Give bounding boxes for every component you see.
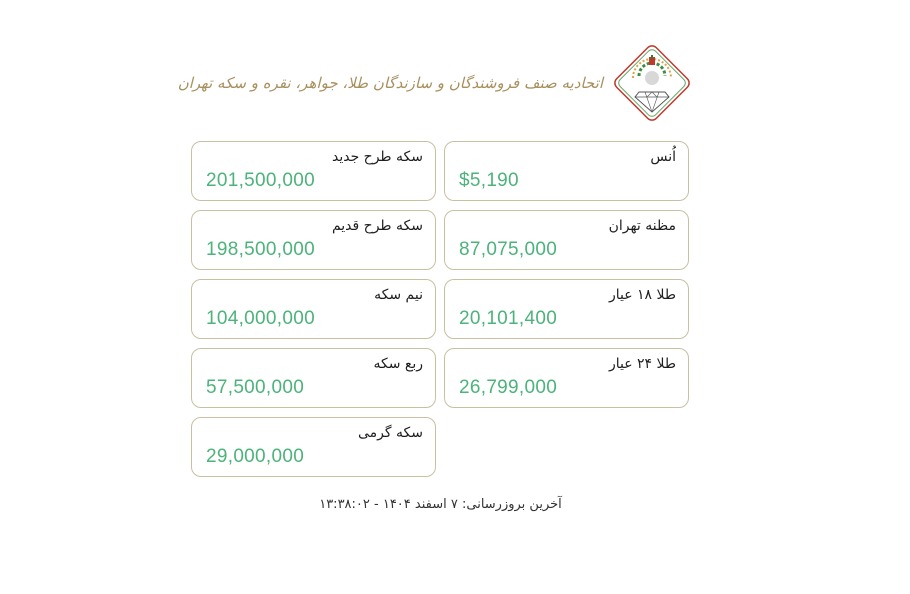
price-label: سکه طرح قدیم bbox=[331, 218, 423, 234]
price-label: مظنه تهران bbox=[608, 218, 676, 234]
price-value: 26,799,000 bbox=[459, 377, 558, 398]
price-label: اُنس bbox=[650, 149, 676, 165]
price-grid bbox=[192, 141, 689, 477]
price-card-gram-coin[interactable] bbox=[191, 417, 436, 477]
price-label: طلا ۲۴ عیار bbox=[608, 356, 676, 372]
price-card-gold-24k[interactable] bbox=[444, 348, 689, 408]
price-card-new-coin[interactable] bbox=[191, 141, 436, 201]
price-value: 198,500,000 bbox=[206, 239, 315, 260]
empty-cell bbox=[444, 417, 689, 477]
last-update-text: آخرین بروزرسانی: ۷ اسفند ۱۴۰۴ - ۱۳:۳۸:۰۲ bbox=[319, 497, 562, 512]
price-value: 20,101,400 bbox=[459, 308, 558, 329]
price-label: سکه طرح جدید bbox=[331, 149, 423, 165]
price-value: 29,000,000 bbox=[206, 446, 305, 467]
price-card-half-coin[interactable] bbox=[191, 279, 436, 339]
price-value: 104,000,000 bbox=[206, 308, 315, 329]
union-title: اتحادیه صنف فروشندگان و سازندگان طلا، جواهر، نقره و سکه تهران bbox=[177, 74, 603, 92]
price-value: 57,500,000 bbox=[206, 377, 305, 398]
price-card-ounce[interactable] bbox=[444, 141, 689, 201]
price-label: طلا ۱۸ عیار bbox=[608, 287, 676, 303]
diamond-emblem-icon bbox=[609, 40, 695, 126]
price-value: 87,075,000 bbox=[459, 239, 558, 260]
price-card-gold-18k[interactable] bbox=[444, 279, 689, 339]
price-value: $5,190 bbox=[459, 170, 519, 191]
header bbox=[177, 40, 695, 126]
price-value: 201,500,000 bbox=[206, 170, 315, 191]
price-card-old-coin[interactable] bbox=[191, 210, 436, 270]
price-card-tehran-mazaneh[interactable] bbox=[444, 210, 689, 270]
price-label: نیم سکه bbox=[374, 287, 423, 303]
price-card-quarter-coin[interactable] bbox=[191, 348, 436, 408]
price-label: ربع سکه bbox=[373, 356, 423, 372]
price-label: سکه گرمی bbox=[358, 425, 423, 441]
